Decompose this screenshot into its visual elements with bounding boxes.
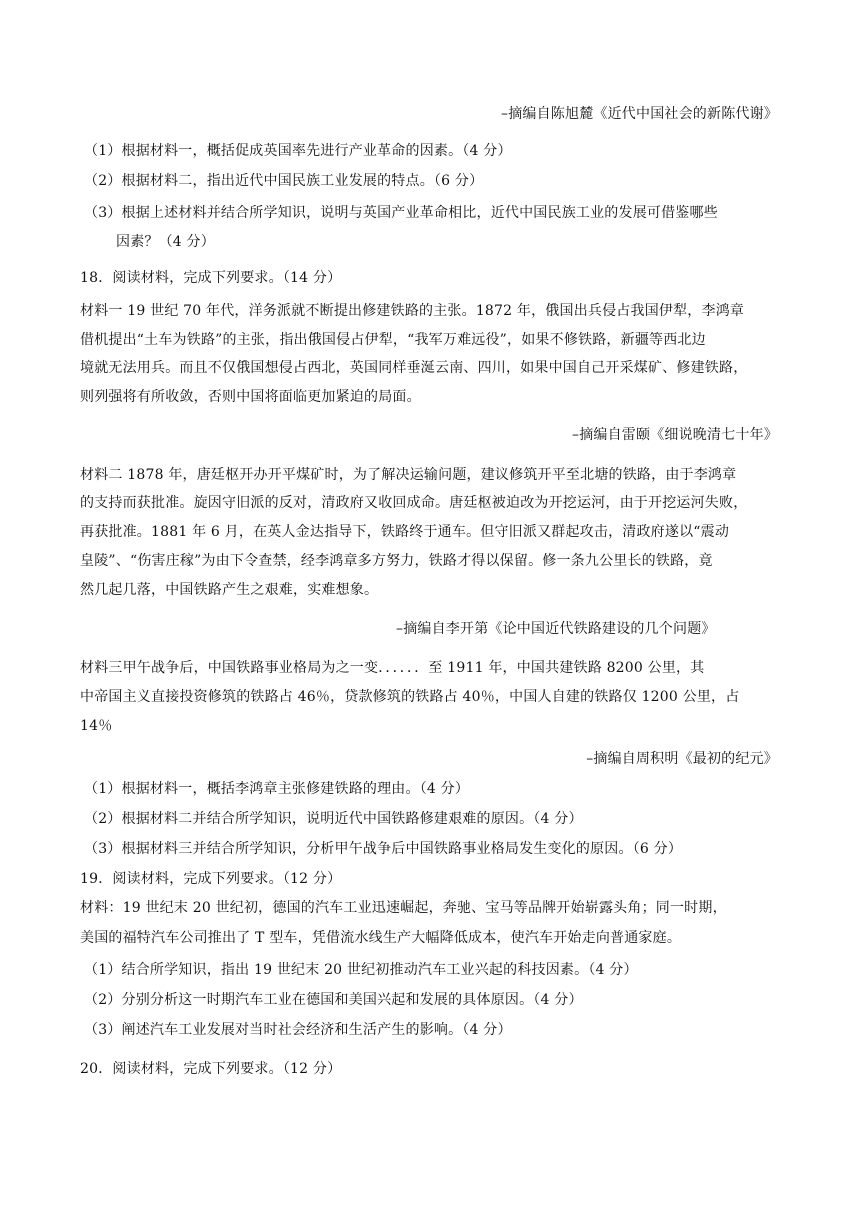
question-19-part-1: （1）结合所学知识，指出 19 世纪末 20 世纪初推动汽车工业兴起的科技因素。（4 分） xyxy=(84,962,638,978)
material-2-line-1: 材料二 1878 年，唐廷枢开办开平煤矿时，为了解决运输问题，建议修筑开平至北塘的铁路，由于李鸿章 xyxy=(80,467,737,483)
source-citation-lei: –摘编自雷颐《细说晚清七十年》 xyxy=(572,427,778,443)
material-2-line-4: 皇陵”、“伤害庄稼”为由下令查禁，经李鸿章多方努力，铁路才得以保留。修一条九公里长的铁路，竟 xyxy=(80,553,713,569)
material-2-line-3: 再获批准。1881 年 6 月，在英人金达指导下，铁路终于通车。但守旧派又群起攻击，清政府遂以“震动 xyxy=(80,524,730,540)
material-3-line-3: 14％ xyxy=(80,718,113,734)
question-18-part-3: （3）根据材料三并结合所学知识，分析甲午战争后中国铁路事业格局发生变化的原因。（6 分） xyxy=(84,841,683,857)
question-18-part-1: （1）根据材料一，概括李鸿章主张修建铁路的理由。（4 分） xyxy=(84,781,470,797)
material-2-line-5: 然几起几落，中国铁路产生之艰难，实难想象。 xyxy=(80,582,379,598)
question-17-part-2: （2）根据材料二，指出近代中国民族工业发展的特点。（6 分） xyxy=(84,173,484,189)
question-18-part-2: （2）根据材料二并结合所学知识，说明近代中国铁路修建艰难的原因。（4 分） xyxy=(84,811,583,827)
material-1-line-1: 材料一 19 世纪 70 年代，洋务派就不断提出修建铁路的主张。1872 年，俄国出兵侵占我国伊犁，李鸿章 xyxy=(80,303,745,319)
material-1-line-4: 则列强将有所收敛，否则中国将面临更加紧迫的局面。 xyxy=(80,389,421,405)
question-17-part-1: （1）根据材料一，概括促成英国率先进行产业革命的因素。（4 分） xyxy=(84,143,512,159)
question-20-heading: 20．阅读材料，完成下列要求。（12 分） xyxy=(80,1061,342,1077)
question-19-part-3: （3）阐述汽车工业发展对当时社会经济和生活产生的影响。（4 分） xyxy=(84,1022,512,1038)
material-1-line-3: 境就无法用兵。而且不仅俄国想侵占西北，英国同样垂涎云南、四川，如果中国自己开采煤矿、修建铁路， xyxy=(80,360,748,376)
material-3-line-1: 材料三甲午战争后，中国铁路事业格局为之一变．．．．．．至 1911 年，中国共建铁路 8200 公里，其 xyxy=(80,660,705,676)
material-2-line-2: 的支持而获批准。旋因守旧派的反对，清政府又收回成命。唐廷枢被迫改为开挖运河，由于开挖运河失败， xyxy=(80,495,748,511)
source-citation-zhou: –摘编自周积明《最初的纪元》 xyxy=(586,751,778,767)
question-17-part-3-line-2: 因素？（4 分） xyxy=(116,234,215,250)
question-19-heading: 19．阅读材料，完成下列要求。（12 分） xyxy=(80,871,342,887)
question-19-material-line-2: 美国的福特汽车公司推出了 T 型车，凭借流水线生产大幅降低成本，使汽车开始走向普通家庭。 xyxy=(80,930,682,946)
source-citation-chen: –摘编自陈旭麓《近代中国社会的新陈代谢》 xyxy=(501,106,778,122)
question-18-heading: 18．阅读材料，完成下列要求。（14 分） xyxy=(80,270,342,286)
material-3-line-2: 中帝国主义直接投资修筑的铁路占 46％，贷款修筑的铁路占 40％，中国人自建的铁路仅 1200 公里，占 xyxy=(80,689,740,705)
question-17-part-3-line-1: （3）根据上述材料并结合所学知识，说明与英国产业革命相比，近代中国民族工业的发展可借鉴哪些 xyxy=(84,205,718,221)
question-19-material-line-1: 材料：19 世纪末 20 世纪初，德国的汽车工业迅速崛起，奔驰、宝马等品牌开始崭露头角；同一时期， xyxy=(80,900,727,916)
question-19-part-2: （2）分别分析这一时期汽车工业在德国和美国兴起和发展的具体原因。（4 分） xyxy=(84,992,583,1008)
source-citation-li: –摘编自李开第《论中国近代铁路建设的几个问题》 xyxy=(396,621,716,637)
material-1-line-2: 借机提出“土车为铁路”的主张，指出俄国侵占伊犁，“我军万难远役”，如果不修铁路，新疆等西北边 xyxy=(80,332,706,348)
